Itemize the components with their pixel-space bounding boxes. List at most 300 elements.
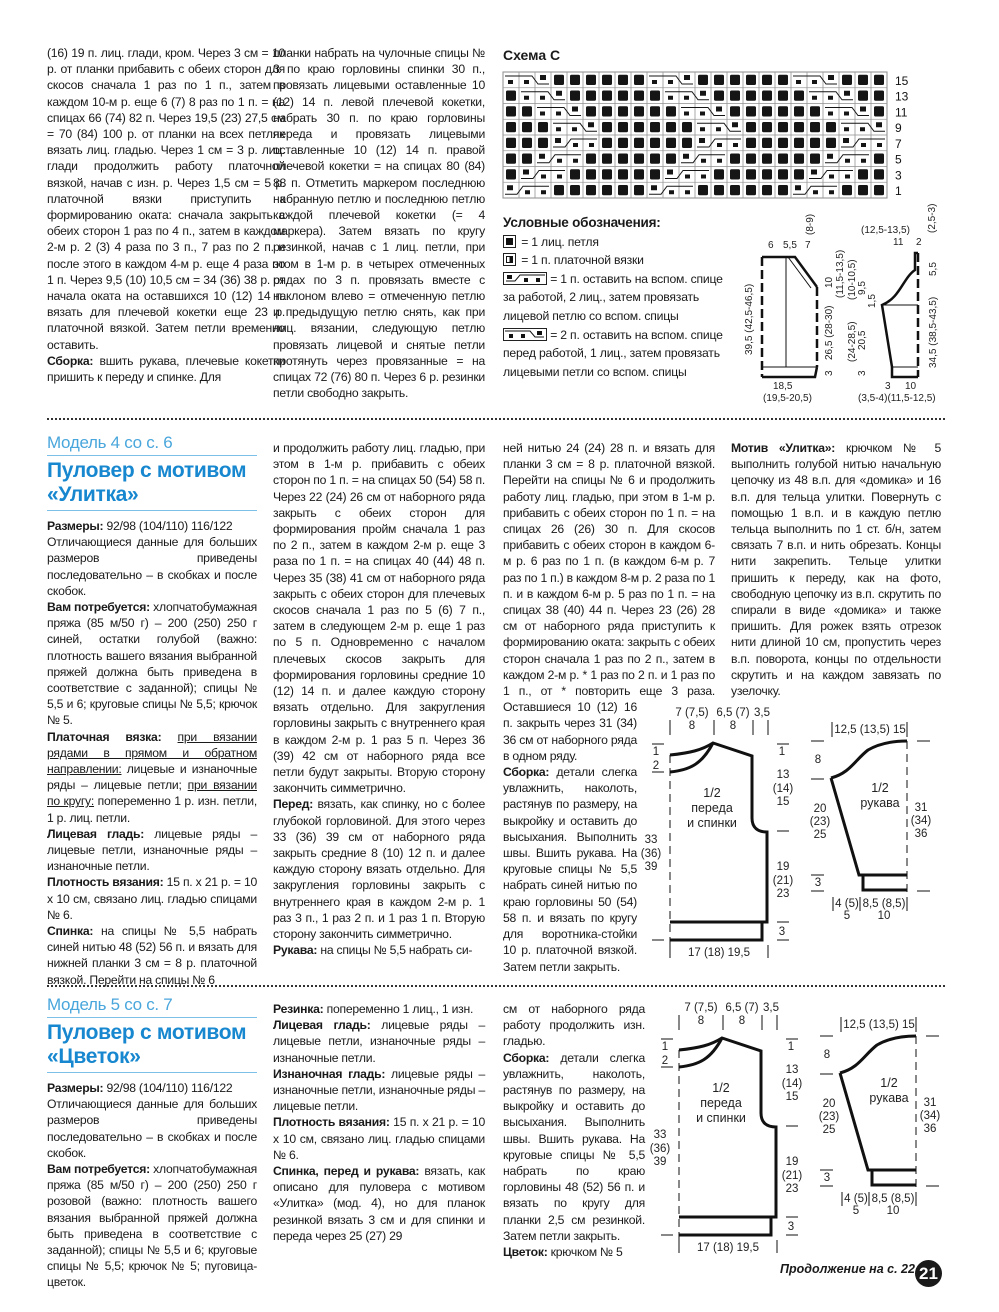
bold-label: Лицевая гладь:: [47, 826, 145, 841]
paragraph: [47, 534, 257, 599]
knit-stitch-mark: [618, 138, 628, 148]
bold-label: Сборка:: [47, 353, 94, 368]
text: Отличающиеся данные для больших размеров приведены последовательно – в скобках и после скобок.: [47, 535, 257, 598]
knit-stitch-icon: [503, 235, 516, 248]
bold-label: Рукава:: [273, 943, 318, 958]
knit-stitch-mark: [634, 75, 644, 85]
cable-stitch: [845, 175, 850, 179]
knit-stitch-mark: [602, 169, 612, 179]
paragraph: [503, 1244, 645, 1260]
knit-stitch-mark: [874, 91, 884, 101]
cable-stitch: [524, 96, 529, 100]
dim-label: 9,5: [857, 281, 868, 295]
text: лицевые ряды – лицевые петли, изнаночные ряды – изнаночные петли.: [273, 1018, 485, 1065]
schematic-svg: [649, 995, 959, 1265]
dim-label: 3: [778, 926, 786, 938]
row-number: 9: [895, 121, 902, 135]
knit-stitch-mark: [714, 75, 724, 85]
model4-schematic: [640, 700, 950, 975]
paragraph: [503, 1050, 645, 1244]
knit-stitch-mark: [762, 169, 772, 179]
dim-label: 33: [653, 1129, 667, 1141]
cable-stitch: [701, 159, 706, 163]
paragraph: [47, 1080, 257, 1096]
cable-stitch: [716, 107, 722, 112]
knit-stitch-mark: [714, 91, 724, 101]
knit-stitch-mark: [650, 138, 660, 148]
knit-stitch-mark: [634, 154, 644, 164]
sleeve-outline: [831, 741, 907, 892]
knit-stitch-mark: [874, 154, 884, 164]
paragraph: [47, 353, 285, 385]
model5-header: [47, 995, 257, 1073]
dim-label: 8: [688, 720, 696, 732]
knit-stitch-mark: [778, 138, 788, 148]
knit-stitch-mark: [522, 122, 532, 132]
dim-label: 1: [787, 1041, 795, 1053]
knit-stitch-mark: [778, 169, 788, 179]
text: лицевые ряды – лицевые петли, изнаночные ряды – изнаночные петли.: [47, 826, 257, 874]
section-divider: [47, 418, 945, 420]
knit-stitch-mark: [586, 185, 596, 195]
dim-label: (36): [649, 1143, 671, 1155]
cable-stitch: [701, 175, 706, 179]
dim-label: (19,5-20,5): [763, 393, 812, 404]
knit-stitch-mark: [506, 138, 516, 148]
knit-stitch-mark: [762, 122, 772, 132]
model4-reference: Модель 4 со с. 6: [47, 433, 257, 456]
knit-stitch-mark: [794, 169, 804, 179]
paragraph: [273, 45, 485, 401]
cable-stitch: [828, 112, 833, 116]
paragraph: [47, 518, 257, 534]
garter-stitch-icon: [503, 253, 516, 266]
cable-stitch: [683, 154, 689, 159]
knit-stitch-mark: [778, 106, 788, 116]
dim-label: 3: [787, 1221, 795, 1233]
knit-stitch-mark: [730, 91, 740, 101]
cable-stitch: [876, 122, 882, 127]
knit-stitch-mark: [570, 185, 580, 195]
cable-stitch: [861, 159, 866, 163]
row-number: 15: [895, 73, 909, 88]
dim-label: 12,5 (13,5) 15: [843, 1019, 915, 1031]
paragraph: [273, 1001, 485, 1017]
knit-stitch-mark: [650, 106, 660, 116]
dim-label: (2,5-3): [927, 203, 938, 233]
dim-label: 39: [644, 861, 658, 873]
text: вязать, как описано для пуловера с мотивом «Улитка» (мод. 4), но для планок резинкой вязать 3 см и для спинки и переда через 25 (27) 29: [273, 1164, 485, 1243]
legend-text: = 1 лиц. петля: [521, 234, 599, 249]
model4-header: [47, 433, 257, 511]
text: вязать, как спинку, но с более глубокой горловиной. Для этого через 33 (36) 39 см от наборного ряда закрыть средние 8 (10) 12 п. и далее каждую сторону вязать отдельно. Для закругления горловины закрыть с внутреннего края в каждом 2-м р. 1 раз 3 п., 1 раз 2 п. и 1 раз 1 п. Вторую сторону закончить симметрично.: [273, 797, 485, 942]
knit-stitch-mark: [634, 122, 644, 132]
dim-label: переда: [700, 1096, 742, 1110]
knit-stitch-mark: [506, 106, 516, 116]
knit-stitch-mark: [874, 169, 884, 179]
legend-item-cable-left: [503, 270, 728, 326]
cable-stitch: [556, 112, 561, 116]
dim-label: (36): [640, 848, 662, 860]
dim-label: 8: [814, 754, 822, 766]
cable-stitch: [795, 185, 801, 190]
dim-label: 10: [886, 1205, 900, 1217]
paragraph: [47, 826, 257, 875]
cable-stitch: [796, 80, 801, 84]
text: крючком № 5: [547, 1245, 623, 1260]
text: крючком № 5 выполнить голубой нитью начальную цепочку из 48 в.п. для «домика» и 16 в.п. для тельца улитки. Повернуть с помощью 1 в.п. и в каждую петлю тельца выполнить по 1 ст. б/н, затем связать 7 в.п. и нить обрезать. Концы нити закрепить. Тельце улитки пришить к переду, как на фото, свободную цепочку из в.п. скрутить по спирали в виде «домика» и также пришить. Для рожек взять отрезок нити длиной 10 см, пропустить через в.п. поворота, концы по отдельности скрутить и на каждом завязать по узелочку.: [731, 441, 941, 699]
cable-stitch: [588, 122, 594, 127]
dim-label: 3: [823, 1172, 831, 1184]
cable-stitch: [556, 127, 561, 131]
paragraph: [273, 796, 485, 942]
dim-label: 3,5: [754, 707, 770, 719]
knit-stitch-mark: [746, 185, 756, 195]
knit-stitch-mark: [682, 138, 692, 148]
legend-text: = 1 п. платочной вязки: [521, 253, 644, 268]
dim-label: рукава: [869, 1091, 909, 1105]
paragraph: [47, 45, 285, 353]
dim-label: 25: [813, 829, 827, 841]
cable-stitch: [860, 127, 865, 131]
dim-label: 5,5: [928, 262, 939, 276]
dim-label: (34): [919, 1110, 941, 1122]
dim-label: 31: [923, 1097, 937, 1109]
knit-stitch-mark: [730, 185, 740, 195]
knit-stitch-mark: [874, 106, 884, 116]
knit-stitch-mark: [762, 154, 772, 164]
model4-column-2: [273, 440, 485, 959]
bold-label: Резинка:: [273, 1002, 324, 1016]
knit-stitch-mark: [730, 106, 740, 116]
cable-stitch: [556, 91, 562, 96]
bold-label: Вам потребуется:: [47, 1162, 150, 1177]
knit-stitch-mark: [858, 91, 868, 101]
cable-stitch: [828, 75, 834, 80]
dim-label: 1: [778, 746, 786, 758]
cable-stitch: [700, 112, 705, 116]
cable-stitch: [685, 190, 690, 194]
cable-stitch: [811, 170, 817, 175]
dim-label: 1/2: [871, 781, 889, 795]
knit-stitch-mark: [618, 154, 628, 164]
dim-label: 3: [885, 381, 891, 392]
knit-stitch-mark: [586, 75, 596, 85]
dim-label: 5,5: [783, 240, 797, 251]
dim-label: 3,5: [763, 1002, 779, 1014]
text: на спицы № 5,5 набрать синей нитью 48 (52) 56 п. и вязать для нижней планки 3 см = 8 р. платочной вязкой. Перейти на спицы № 6: [47, 924, 257, 987]
knit-stitch-mark: [618, 91, 628, 101]
knit-stitch-mark: [634, 138, 644, 148]
text: 92/98 (104/110) 116/122: [103, 1081, 233, 1095]
row-number: 3: [895, 168, 902, 183]
dim-label: 7 (7,5): [675, 707, 709, 719]
knit-stitch-mark: [618, 122, 628, 132]
dim-label: 31: [914, 802, 928, 814]
knit-stitch-mark: [650, 169, 660, 179]
knit-stitch-mark: [602, 138, 612, 148]
paragraph: [273, 942, 485, 958]
dim-label: (8-9): [805, 213, 816, 235]
cable-stitch: [860, 107, 866, 112]
cable-stitch: [540, 96, 545, 100]
cable-stitch: [732, 122, 738, 127]
knit-stitch-mark: [778, 75, 788, 85]
dim-label: 19: [785, 1156, 799, 1168]
dim-label: 10: [905, 381, 917, 392]
knit-stitch-mark: [826, 122, 836, 132]
cable-stitch: [573, 159, 578, 163]
dim-label: (34): [910, 815, 932, 827]
paragraph: [47, 599, 257, 729]
knit-stitch-mark: [874, 185, 884, 195]
knit-stitch-mark: [842, 75, 852, 85]
knit-stitch-mark: [666, 106, 676, 116]
text: хлопчатобумажная пряжа (85 м/50 г) – 200 (250) 250 г розовой (важно: плотность вашего вязания выбранной пряжей должна быть приведена в соответствие с заданной); спицы № 5,5 и 6; круговые спицы № 5,5; крючок № 5; пуговица-цветок.: [47, 1162, 257, 1290]
continued-note: Продолжение на с. 22: [780, 1262, 915, 1276]
text: и продолжить работу лиц. гладью, при этом в 1-м р. прибавить с обеих сторон по 1 п. = на спицах 50 (54) 58 п. Через 22 (24) 26 см от наборного ряда закрыть с обеих сторон для формирования пройм сначала 1 раз по 2 п., затем в каждом 2-м р. еще 3 раза по 1 п. = на спицах 40 (44) 48 п. Через 35 (38) 41 см от наборного ряда закрыть с обеих сторон для плечевых скосов сначала 1 раз по 5 (6) 7 п., затем в следующем 2-м р. еще 1 раз по 5 п. Одновременно с началом плечевых скосов закрыть для формирования горловины средние 10 (12) 14 п. и далее каждую сторону вязать отдельно. Для закругления горловины закрыть с внутреннего края в каждом 2-м р. 1 раз 5 п. Через 36 (39) 42 см от наборного ряда все петли будут закрыты. Вторую сторону закончить симметрично.: [273, 441, 485, 796]
model4-title: Пуловер с мотивом «Улитка»: [47, 456, 257, 511]
front-back-outline: [679, 1038, 776, 1240]
bold-label: Сборка:: [503, 1050, 550, 1065]
dim-label: 1/2: [880, 1076, 898, 1090]
dim-label: 15: [776, 796, 790, 808]
knit-stitch-mark: [602, 91, 612, 101]
dim-label: (3,5-4)(11,5-12,5): [858, 393, 936, 404]
paragraph: [273, 440, 485, 796]
knit-stitch-mark: [858, 185, 868, 195]
knit-stitch-mark: [858, 75, 868, 85]
knit-stitch-mark: [666, 138, 676, 148]
knit-stitch-mark: [874, 75, 884, 85]
cable-stitch: [668, 80, 673, 84]
dim-label: 12,5 (13,5) 15: [834, 724, 906, 736]
top-column-2: [273, 45, 485, 401]
text: детали слегка увлажнить, наколоть, растянув по размеру, на выкройку и оставить до высыхания. Выполнить швы. Вшить рукава. На круговые спицы № 5,5 набрать синей нитью по краю горловины 50 (54) 58 п. и вязать по кругу для воротника-стойки 10 р. платочной вязкой. Затем петли закрыть.: [503, 765, 637, 974]
cable-stitch: [572, 127, 577, 131]
top-schematic: [735, 200, 947, 410]
knit-stitch-mark: [506, 154, 516, 164]
knit-stitch-mark: [618, 185, 628, 195]
dim-label: 1/2: [703, 786, 721, 800]
knit-stitch-mark: [602, 106, 612, 116]
knit-stitch-mark: [746, 169, 756, 179]
cable-stitch: [844, 91, 850, 96]
dim-label: 6,5 (7): [716, 707, 750, 719]
dim-label: 3: [824, 370, 835, 376]
dim-label: 8: [697, 1015, 705, 1027]
dim-label: 6,5 (7): [725, 1002, 759, 1014]
knit-stitch-mark: [586, 169, 596, 179]
knit-stitch-mark: [746, 138, 756, 148]
dim-label: переда: [691, 801, 733, 815]
knit-stitch-mark: [762, 106, 772, 116]
cable-stitch: [845, 159, 850, 163]
text: хлопчатобумажная пряжа (85 м/50 г) – 200 (250) 250 г синей, остатки голубой (важно: плотность вашего вязания выбранной пряжей должна быть приведена в соответствие с заданной); спицы № 5,5 и 6; круговые спицы № 5,5; крючок № 5.: [47, 600, 257, 728]
dim-label: 39: [653, 1156, 667, 1168]
cable-stitch: [812, 80, 817, 84]
cable-stitch: [508, 80, 513, 84]
cable-stitch: [573, 143, 578, 147]
knit-stitch-mark: [746, 75, 756, 85]
dim-label: 4 (5): [844, 1193, 868, 1205]
knit-stitch-mark: [794, 91, 804, 101]
cable-stitch: [829, 190, 834, 194]
dim-label: (11,5-13,5): [835, 249, 846, 298]
paragraph: [273, 1066, 485, 1115]
knit-stitch-mark: [746, 106, 756, 116]
knit-stitch-mark: [618, 169, 628, 179]
dim-label: 34,5 (38,5-43,5): [928, 296, 939, 368]
knit-stitch-mark: [698, 75, 708, 85]
dim-label: (21): [772, 875, 794, 887]
knit-stitch-mark: [602, 75, 612, 85]
cable-stitch: [877, 143, 882, 147]
text: попеременно 1 р. изн. петли, 1 р. лиц. петли.: [47, 794, 257, 825]
sleeve-outline: [840, 1036, 916, 1187]
knit-stitch-mark: [618, 106, 628, 116]
knit-stitch-mark: [794, 154, 804, 164]
cable-stitch: [843, 138, 849, 143]
legend-text: = 1 п. оставить на вспом. спице за работой, 2 лиц., затем провязать лицевой петлю со вспом. спицы: [503, 271, 723, 323]
cable-stitch: [829, 175, 834, 179]
row-number: 5: [895, 152, 902, 167]
knit-stitch-mark: [714, 185, 724, 195]
knit-stitch-mark: [522, 138, 532, 148]
dim-label: 11: [893, 237, 904, 248]
cable-stitch: [667, 170, 673, 175]
dim-label: 20: [813, 803, 827, 815]
dim-label: (23): [809, 816, 831, 828]
top-column-1: [47, 45, 285, 385]
knit-stitch-mark: [538, 138, 548, 148]
dim-label: (12,5-13,5): [861, 225, 910, 236]
knit-stitch-mark: [810, 138, 820, 148]
knit-stitch-mark: [634, 185, 644, 195]
body-outline: [762, 257, 817, 377]
cable-stitch: [652, 80, 657, 84]
cable-stitch: [523, 170, 529, 175]
knit-stitch-mark: [714, 169, 724, 179]
dim-label: 17 (18) 19,5: [687, 947, 751, 959]
dim-label: 2: [916, 237, 922, 248]
model5-title: Пуловер с мотивом «Цветок»: [47, 1018, 257, 1073]
paragraph: [503, 1001, 645, 1050]
knit-stitch-mark: [778, 122, 788, 132]
cable-stitch: [555, 138, 561, 143]
dim-label: 3: [857, 370, 868, 376]
cable-stitch: [844, 112, 849, 116]
knit-stitch-mark: [666, 122, 676, 132]
text: попеременно 1 лиц., 1 изн.: [323, 1002, 474, 1016]
text: [161, 730, 177, 744]
cable-stitch: [651, 185, 657, 190]
knit-stitch-mark: [618, 75, 628, 85]
bold-label: Перед:: [273, 797, 314, 812]
knit-stitch-mark: [650, 122, 660, 132]
model5-schematic: [649, 995, 959, 1270]
text: детали слегка увлажнить, наколоть, растянув по размеру, на выкройку и оставить до высыхания. Выполнить швы. Вшить рукава. На круговые спицы № 5,5 набрать по краю горловины 48 (52) 56 п. и вязать по кругу для планки 2,5 см резинкой. Затем петли закрыть.: [503, 1050, 645, 1243]
cable-stitch: [540, 112, 545, 116]
dim-label: 26,5 (28-30): [824, 305, 835, 360]
bold-label: Спинка:: [47, 924, 94, 939]
dim-label: (23): [818, 1111, 840, 1123]
legend-item-knit: [503, 233, 728, 252]
cable-stitch: [684, 75, 690, 80]
dim-label: 2: [652, 760, 660, 772]
knit-stitch-mark: [762, 138, 772, 148]
dim-label: 7: [805, 240, 811, 251]
cable-stitch: [524, 80, 529, 84]
dim-label: 8: [738, 1015, 746, 1027]
knit-stitch-mark: [554, 185, 564, 195]
cable-stitch: [557, 175, 562, 179]
dim-label: 36: [923, 1123, 937, 1135]
text: 15 п. х 21 р. = 10 х 10 см, связано лиц. гладью спицами № 6.: [47, 875, 257, 922]
knit-stitch-mark: [746, 91, 756, 101]
bold-label: Платочная вязка:: [47, 729, 162, 744]
knit-stitch-mark: [858, 169, 868, 179]
knit-stitch-mark: [506, 91, 516, 101]
dim-label: 7 (7,5): [684, 1002, 718, 1014]
dim-label: 1: [661, 1041, 669, 1053]
knit-stitch-mark: [810, 122, 820, 132]
knit-stitch-mark: [522, 154, 532, 164]
dim-label: 17 (18) 19,5: [696, 1242, 760, 1254]
knit-stitch-mark: [810, 106, 820, 116]
dim-label: 2: [661, 1055, 669, 1067]
front-back-outline: [670, 743, 767, 945]
legend-item-cable-right: [503, 326, 728, 382]
dim-label: 23: [785, 1183, 799, 1195]
dim-label: 6: [768, 240, 774, 251]
knit-stitch-mark: [778, 91, 788, 101]
row-number: 13: [895, 89, 909, 104]
knit-stitch-mark: [794, 106, 804, 116]
paragraph: [731, 440, 941, 699]
text: Отличающиеся данные для больших размеров приведены последовательно – в скобках и после скобок.: [47, 1097, 257, 1160]
bold-label: Лицевая гладь:: [273, 1018, 371, 1033]
knit-stitch-mark: [570, 91, 580, 101]
text: 92/98 (104/110) 116/122: [103, 519, 233, 533]
knit-stitch-mark: [506, 169, 516, 179]
dim-label: 39,5 (42,5-46,5): [744, 283, 755, 355]
knit-stitch-mark: [538, 122, 548, 132]
text: (16) 19 п. лиц. глади, кром. Через 3 см = 10 р. от планки прибавить с обеих сторон для скосов сначала 1 раз по 1 п., затем в каждом 10-м р. еще 6 (7) 8 раз по 1 п. = на спицах 66 (74) 82 п. Через 19,5 (23) 27,5 см = 70 (84) 100 р. от планки на всех петлях вязать лиц. гладью. Через 1 см = 3 р. лиц. глади продолжить работу платочной вязкой, начав с изн. р. Через 1,5 см = 5 р. платочной вязки приступить к формированию оката: сначала закрыть с обеих сторон 1 раз по 4 п., затем в каждом 2-м р. 2 (3) 4 раза по 3 п., 7 раз по 2 п. и после этого в каждом 4-м р. еще 4 раза по 1 п. Через 9,5 (10) 10,5 см = 34 (36) 38 р. от начала оката на оставшихся 10 (12) 14 п. вязать для плечевой кокетки еще 23 р. платочной вязкой. Затем петли временно оставить.: [47, 46, 285, 352]
dim-label: 1/2: [712, 1081, 730, 1095]
dim-label: 8,5 (8,5): [862, 898, 906, 910]
knit-stitch-mark: [730, 75, 740, 85]
knit-stitch-mark: [666, 154, 676, 164]
bold-label: Плотность вязания:: [47, 875, 164, 890]
dim-label: 1,5: [867, 294, 878, 308]
schema-title: Схема С: [503, 47, 561, 63]
cable-stitch: [525, 190, 530, 194]
bold-label: Размеры:: [47, 1081, 104, 1095]
cable-stitch: [589, 143, 594, 147]
row-number: 11: [895, 105, 908, 120]
dim-label: 10: [824, 276, 835, 288]
cable-stitch: [684, 96, 689, 100]
schema-chart: [500, 70, 930, 202]
model5-column-2: [273, 1001, 485, 1244]
cable-stitch: [717, 159, 722, 163]
bold-label: Размеры:: [47, 519, 104, 533]
knit-stitch-mark: [586, 154, 596, 164]
paragraph: [273, 1163, 485, 1244]
bold-label: Цветок:: [503, 1245, 548, 1260]
cable-stitch: [828, 96, 833, 100]
